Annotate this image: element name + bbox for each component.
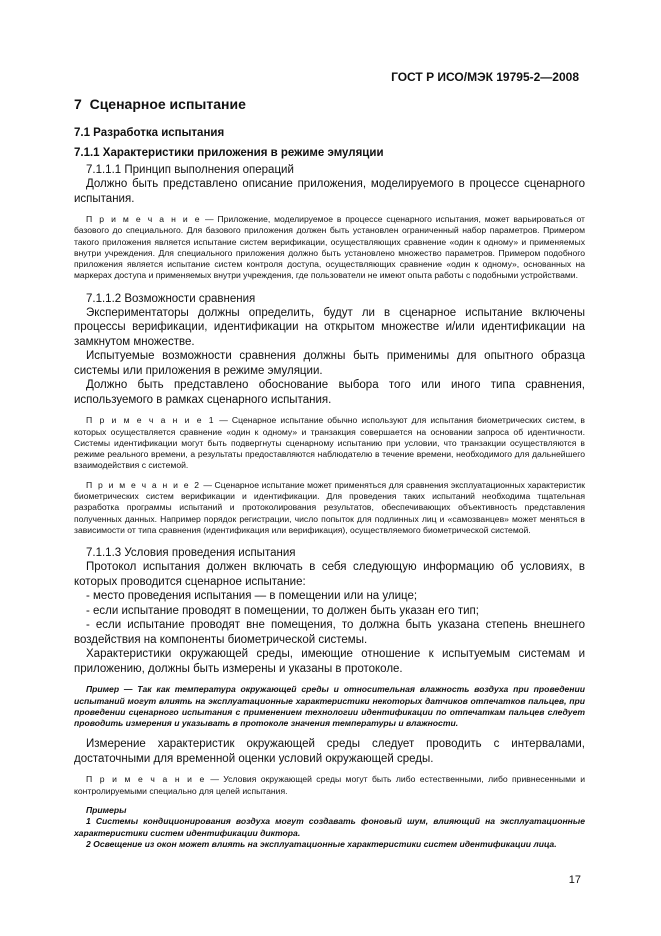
clause-7-1-1-3-title: 7.1.1.3 Условия проведения испытания [86, 547, 296, 560]
note-label: П р и м е ч а н и е [86, 214, 202, 224]
example-item: 1 Системы кондиционирования воздуха могут создавать фоновый шум, влияющий на эксплуатационные характеристики систем идентификации диктора. [74, 816, 585, 838]
page-number: 17 [568, 874, 581, 886]
list-item: - место проведения испытания — в помещении или на улице; [86, 590, 418, 603]
note-2-7-1-1-2 [74, 480, 585, 536]
clause-7-1-1-2-paragraph-3: Должно быть представлено обоснование выбора того или иного типа сравнения, используемого в рамках сценарного испытания. [74, 379, 585, 406]
clause-7-1-1-1-paragraph: Должно быть представлено описание приложения, моделируемого в процессе сценарного испытания. [74, 178, 585, 205]
clause-7-1-1-3-paragraph-2: Характеристики окружающей среды, имеющие отношение к испытуемым системам и приложению, должны быть измерены и указаны в протоколе. [74, 648, 585, 675]
note-text: — Сценарное испытание обычно используют для испытания биометрических систем, в которых осуществляется сравнение «один к одному» и транзакция совершается на основании запроса об идентичности. Системы идентификации могут быть подвергнуты сценарному испытанию при условии, что транзакции осуществляются в режиме реального времени, а результаты предоставляются наблюдателю в течение времени, необходимого для дальнейшего взаимодействия с системой. [74, 415, 585, 471]
note-label: П р и м е ч а н и е [86, 774, 206, 785]
section-heading [74, 96, 585, 112]
example-item: 2 Освещение из окон может влиять на эксплуатационные характеристики систем идентификации лица. [86, 838, 557, 849]
clause-7-1-1-2-paragraph-2: Испытуемые возможности сравнения должны быть применимы для опытного образца системы или приложения в режиме эмуляции. [74, 350, 585, 377]
list-item: - если испытание проводят вне помещения, то должна быть указана степень внешнего воздействия на компоненты биометрической системы. [74, 619, 585, 646]
list-item: - если испытание проводят в помещении, то должен быть указан его тип; [86, 604, 479, 617]
clause-7-1-1-2-paragraph-1: Экспериментаторы должны определить, будут ли в сценарное испытание включены процессы верификации, идентификации на открытом множестве и/или идентификации на замкнутом множестве. [74, 306, 585, 348]
subsection-7-1-1-title: 7.1.1 Характеристики приложения в режиме эмуляции [74, 147, 384, 159]
note-text: — Условия окружающей среды могут быть либо естественными, либо привнесенными и контролируемыми специально для целей испытания. [74, 774, 585, 796]
page-content [74, 96, 585, 850]
note-label: П р и м е ч а н и е 2 [86, 479, 201, 490]
note-label: П р и м е ч а н и е 1 [86, 415, 216, 426]
clause-7-1-1-1-title: 7.1.1.1 Принцип выполнения операций [86, 164, 294, 176]
note-7-1-1-1 [74, 214, 585, 282]
examples-title: Примеры [86, 805, 127, 816]
clause-7-1-1-2-title: 7.1.1.2 Возможности сравнения [86, 292, 256, 305]
document-code: ГОСТ Р ИСО/МЭК 19795-2—2008 [391, 70, 579, 84]
note-1-7-1-1-2 [74, 415, 585, 471]
subsection-7-1-title: 7.1 Разработка испытания [74, 127, 225, 139]
note-text: — Сценарное испытание может применяться для сравнения эксплуатационных характеристик биометрических систем верификации и идентификации. Для проведения таких испытаний необходима тщательная разработка программы испытаний и протоколирования результатов, обеспечивающих объективность представления полученных данных. Например порядок регистрации, число попыток для подлинных лиц и «самозванцев» может меняться в зависимости от типа сравнения (идентификация или верификация), осуществляемого биометрической системой. [74, 479, 585, 535]
clause-7-1-1-3-paragraph: Протокол испытания должен включать в себя следующую информацию об условиях, в которых проводится сценарное испытание: [74, 561, 585, 588]
clause-7-1-1-3-paragraph-3: Измерение характеристик окружающей среды следует проводить с интервалами, достаточными для временной оценки условий окружающей среды. [74, 738, 585, 765]
note-text: — Приложение, моделируемое в процессе сценарного испытания, может варьироваться от базового до специального. Для базового приложения должен быть установлен ограниченный набор параметров. Примером такого приложения является испытание систем верификации, осуществляющих сравнение «один к одному» и применяемых внутри учреждения. Для специального приложения должно быть установлено множество параметров. Примером подобного приложения является испытание систем контроля доступа, осуществляющих сравнение «один к одному», основанных на маркерах доступа и применяемых внутри учреждения, где пользователи не имеют опыта работы с подобными устройствами. [74, 214, 585, 281]
section-number: 7 [74, 96, 82, 112]
note-7-1-1-3 [74, 774, 585, 797]
section-title: Сценарное испытание [89, 96, 246, 112]
example-temperature: Пример — Так как температура окружающей среды и относительная влажность воздуха при проведении испытаний могут влиять на эксплуатационные характеристики некоторых датчиков отпечатков пальцев, при проведении сценарного испытания с применением технологии идентификации по отпечаткам пальцев следует проводить измерения и указывать в протоколе значения температуры и влажности. [74, 684, 585, 729]
